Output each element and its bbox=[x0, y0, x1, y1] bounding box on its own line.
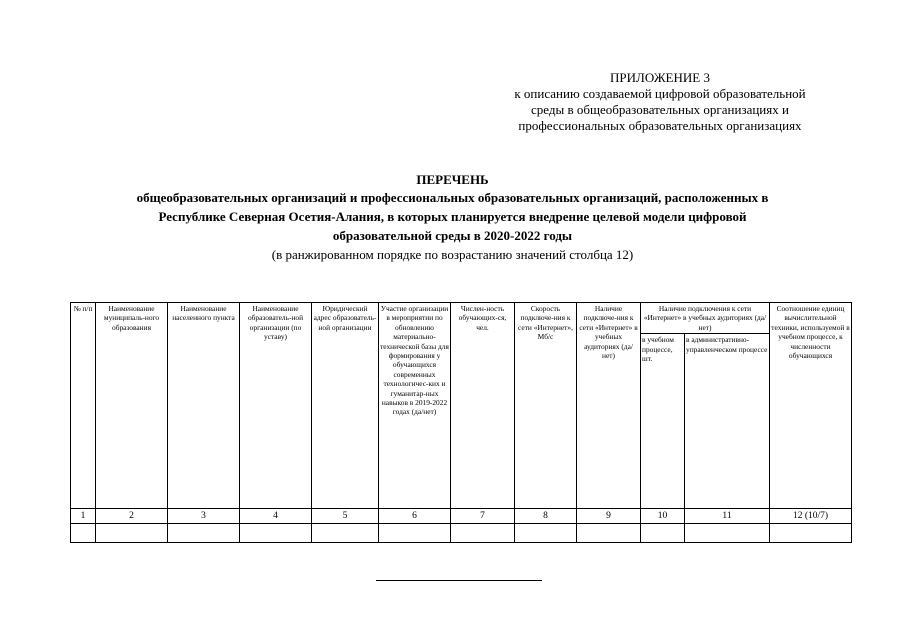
table-cell bbox=[96, 524, 168, 543]
table-cell bbox=[312, 524, 379, 543]
document-title-line: общеобразовательных организаций и профессиональных образовательных организаций, расположенных в bbox=[136, 190, 769, 205]
table-cell bbox=[577, 524, 641, 543]
document-title-line: Республике Северная Осетия-Алания, в которых планируется внедрение целевой модели цифровой bbox=[158, 209, 747, 224]
column-number: 7 bbox=[451, 509, 515, 524]
appendix-block bbox=[470, 70, 850, 134]
table-cell bbox=[515, 524, 577, 543]
document-title-line: образовательной среды в 2020-2022 годы bbox=[332, 228, 573, 243]
column-header: Скорость подключе-ния к сети «Интернет», Мб/с bbox=[515, 303, 577, 509]
table-cell bbox=[451, 524, 515, 543]
table-cell bbox=[168, 524, 240, 543]
column-header: Наименование образователь-ной организации (по уставу) bbox=[240, 303, 312, 509]
appendix-title: ПРИЛОЖЕНИЕ 3 bbox=[610, 70, 710, 85]
column-header: Юридический адрес образователь-ной организации bbox=[312, 303, 379, 509]
table-cell bbox=[770, 524, 852, 543]
table-cell bbox=[641, 524, 685, 543]
column-number: 3 bbox=[168, 509, 240, 524]
column-number: 2 bbox=[96, 509, 168, 524]
column-number: 5 bbox=[312, 509, 379, 524]
appendix-line: к описанию создаваемой цифровой образовательной bbox=[514, 86, 806, 101]
column-number: 8 bbox=[515, 509, 577, 524]
table-header-row bbox=[71, 303, 852, 334]
column-header: Наименование населенного пункта bbox=[168, 303, 240, 509]
column-header: Наличие подключе-ния к сети «Интернет» в учебных аудиториях (да/нет) bbox=[577, 303, 641, 509]
column-header: Числен-ность обучающих-ся, чел. bbox=[451, 303, 515, 509]
table-cell bbox=[685, 524, 770, 543]
column-number: 12 (10/7) bbox=[770, 509, 852, 524]
table-cell bbox=[71, 524, 96, 543]
table-cell bbox=[379, 524, 451, 543]
table-row-empty bbox=[71, 524, 852, 543]
column-number-row bbox=[71, 509, 852, 524]
document-heading bbox=[40, 172, 865, 264]
column-header: Соотношение единиц вычислительной техники, используемой в учебном процессе, к численности обучающихся bbox=[770, 303, 852, 509]
appendix-line: профессиональных образовательных организациях bbox=[518, 118, 802, 133]
document-title: ПЕРЕЧЕНЬ bbox=[416, 172, 489, 187]
column-header: № п/п bbox=[71, 303, 96, 509]
column-group-header: Наличие подключения к сети «Интернет» в учебных аудиториях (да/нет) bbox=[641, 303, 770, 334]
footnote-separator bbox=[376, 580, 542, 581]
document-subtitle: (в ранжированном порядке по возрастанию значений столбца 12) bbox=[271, 247, 634, 262]
column-number: 6 bbox=[379, 509, 451, 524]
column-number: 10 bbox=[641, 509, 685, 524]
column-number: 4 bbox=[240, 509, 312, 524]
organizations-table bbox=[70, 302, 852, 543]
column-header: Наименование муниципаль-ного образования bbox=[96, 303, 168, 509]
column-number: 9 bbox=[577, 509, 641, 524]
column-number: 1 bbox=[71, 509, 96, 524]
column-subheader: в учебном процессе, шт. bbox=[641, 334, 685, 509]
column-header: Участие организации в мероприятии по обновлению материально-технической базы для формирования у обучающихся современных технологичес-ких и гуманитар-ных навыков в 2019-2022 годах (да/нет) bbox=[379, 303, 451, 509]
column-subheader: в административно-управленческом процессе bbox=[685, 334, 770, 509]
table-cell bbox=[240, 524, 312, 543]
appendix-line: среды в общеобразовательных организациях и bbox=[531, 102, 789, 117]
column-number: 11 bbox=[685, 509, 770, 524]
